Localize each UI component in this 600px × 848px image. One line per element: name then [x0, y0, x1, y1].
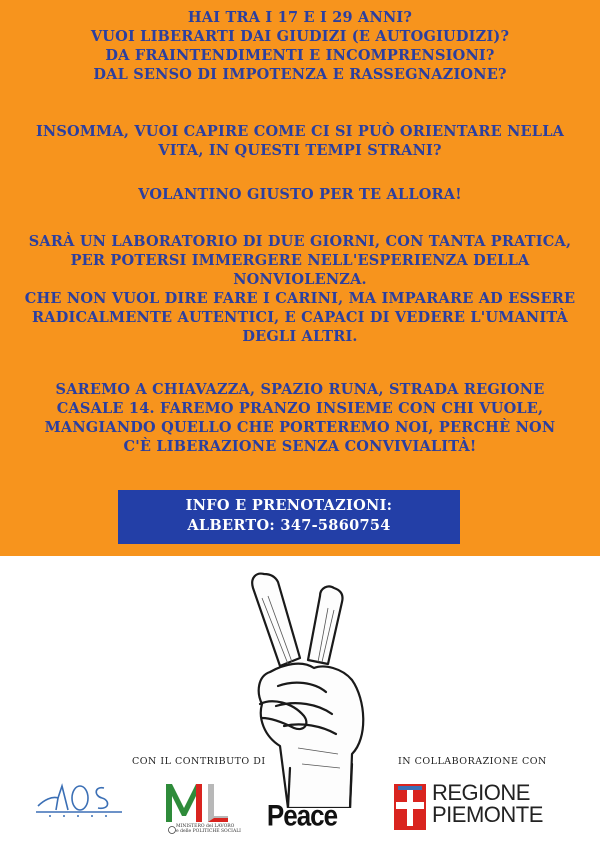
ministry-line: MINISTERO del LAVORO	[176, 824, 235, 829]
question-line: VUOI LIBERARTI DAI GIUDIZI (E AUTOGIUDIZI)?	[90, 28, 510, 45]
lab-line: SARÀ UN LABORATORIO DI DUE GIORNI, CON TANTA PRATICA,	[28, 233, 572, 250]
question-line: DA FRAINTENDIMENTI E INCOMPRENSIONI?	[105, 47, 495, 64]
info-contact[interactable]: ALBERTO: 347-5860754	[187, 517, 391, 534]
location-line: C'È LIBERAZIONE SENZA CONVIVIALITÀ!	[123, 438, 477, 455]
location-line: MANGIANDO QUELLO CHE PORTEREMO NOI, PERCHÈ NON	[44, 419, 556, 436]
question-line: DAL SENSO DI IMPOTENZA E RASSEGNAZIONE?	[93, 66, 507, 83]
orient-line: VITA, IN QUESTI TEMPI STRANI?	[158, 142, 442, 159]
lab-line: DEGLI ALTRI.	[242, 328, 358, 345]
peace-label: Peace	[266, 797, 338, 833]
orient-paragraph	[0, 122, 600, 160]
location-line: SAREMO A CHIAVAZZA, SPAZIO RUNA, STRADA REGIONE	[55, 381, 545, 398]
orient-line: INSOMMA, VUOI CAPIRE COME CI SI PUÒ ORIENTARE NELLA	[35, 123, 565, 140]
contributo-label: CON IL CONTRIBUTO DI	[132, 756, 266, 767]
lab-line: PER POTERSI IMMERGERE NELL'ESPERIENZA DELLA	[70, 252, 530, 269]
location-paragraph	[0, 380, 600, 456]
piemonte-line: PIEMONTE	[432, 802, 543, 827]
info-title: INFO E PRENOTAZIONI:	[185, 497, 393, 514]
lab-line: NONVIOLENZA.	[233, 271, 367, 288]
collaborazione-label: IN COLLABORAZIONE CON	[398, 756, 547, 767]
tagline	[0, 185, 600, 204]
location-line: CASALE 14. FAREMO PRANZO INSIEME CON CHI VUOLE,	[56, 400, 544, 417]
ministry-text	[176, 824, 241, 834]
regione-text	[432, 782, 543, 826]
question-line: HAI TRA I 17 E I 29 ANNI?	[187, 9, 413, 26]
ministry-line: e delle POLITICHE SOCIALI	[176, 829, 241, 834]
lab-line: RADICALMENTE AUTENTICI, E CAPACI DI VEDERE L'UMANITÀ	[32, 309, 568, 326]
lab-line: CHE NON VUOL DIRE FARE I CARINI, MA IMPARARE AD ESSERE	[24, 290, 576, 307]
intro-questions	[0, 8, 600, 84]
tagline-text: VOLANTINO GIUSTO PER TE ALLORA!	[138, 186, 462, 203]
regione-line: REGIONE	[432, 780, 530, 805]
info-box	[118, 490, 460, 544]
peace-hand-icon	[218, 568, 384, 808]
aos-logo-icon	[34, 776, 124, 820]
lab-paragraph	[0, 232, 600, 346]
